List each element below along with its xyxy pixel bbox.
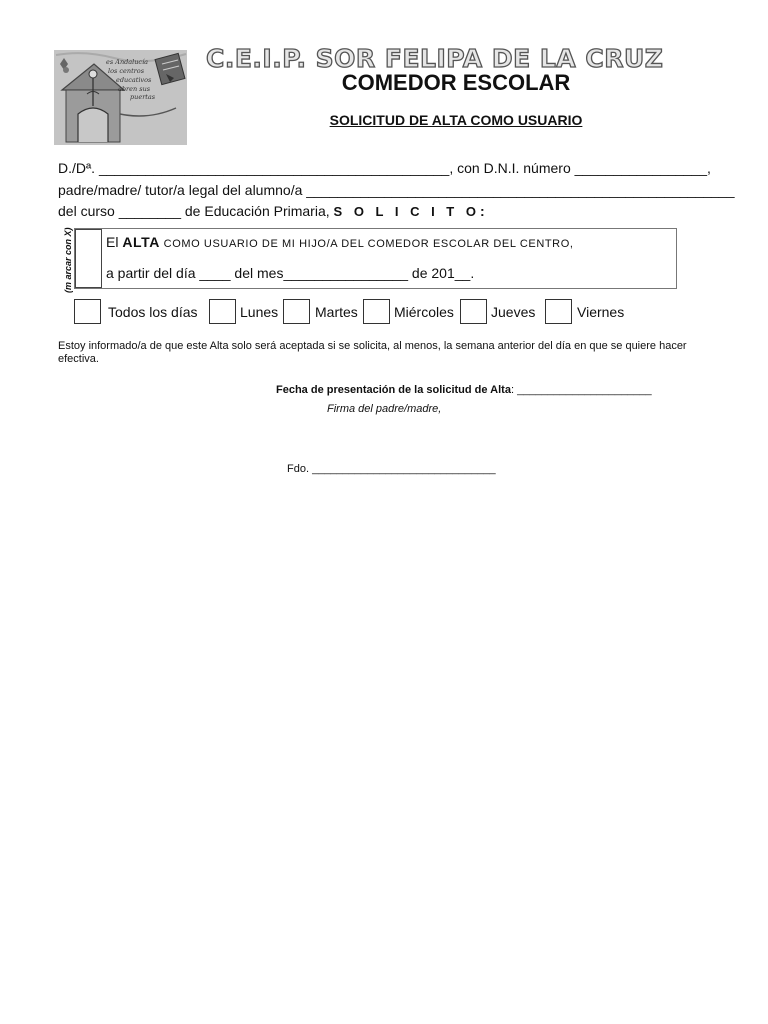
- student-line: [58, 182, 735, 198]
- submission-date-field[interactable]: ______________________: [517, 384, 652, 396]
- period: .: [470, 265, 475, 281]
- el-text: El: [106, 234, 123, 250]
- label-jueves: Jueves: [491, 304, 536, 320]
- dni-label: , con D.N.I. número: [449, 160, 575, 176]
- label-lunes: Lunes: [240, 304, 279, 320]
- svg-text:es Andalucía: es Andalucía: [106, 58, 149, 66]
- svg-text:educativos: educativos: [116, 76, 152, 84]
- comma: ,: [707, 160, 711, 176]
- submission-date-label: Fecha de presentación de la solicitud de Alta: [276, 384, 511, 396]
- dni-field[interactable]: _________________: [574, 160, 708, 176]
- school-house-logo-icon: [54, 50, 187, 145]
- start-day-field[interactable]: ____: [199, 265, 231, 281]
- svg-text:puertas: puertas: [130, 93, 156, 101]
- signer-name-field[interactable]: ______________________________: [312, 463, 496, 475]
- checkbox-lunes[interactable]: [209, 299, 236, 324]
- svg-text:abren sus: abren sus: [118, 85, 151, 93]
- svg-text:los centros: los centros: [108, 67, 145, 75]
- start-month-label: del mes: [230, 265, 284, 281]
- applicant-line: [58, 160, 711, 176]
- alta-statement: [106, 234, 574, 250]
- student-name-field[interactable]: _______________________________________________________: [306, 182, 735, 198]
- colon: :: [510, 384, 518, 396]
- checkbox-viernes[interactable]: [545, 299, 572, 324]
- alta-keyword: ALTA: [122, 234, 160, 250]
- course-label: del curso: [58, 203, 119, 219]
- checkbox-todos[interactable]: [74, 299, 101, 324]
- alta-description: COMO USUARIO DE MI HIJO/A DEL COMEDOR ESCOLAR DEL CENTRO,: [160, 238, 574, 250]
- start-day-label: a partir del día: [106, 265, 200, 281]
- student-label: padre/madre/ tutor/a legal del alumno/a: [58, 182, 307, 198]
- school-name: C.E.I.P. SOR FELIPA DE LA CRUZ: [206, 44, 664, 73]
- checkbox-martes[interactable]: [283, 299, 310, 324]
- signed-line: [287, 463, 496, 475]
- start-year-field[interactable]: __: [454, 265, 471, 281]
- course-suffix: de Educación Primaria,: [181, 203, 334, 219]
- page-title: COMEDOR ESCOLAR: [341, 70, 571, 95]
- label-martes: Martes: [315, 304, 358, 320]
- label-todos: Todos los días: [108, 304, 198, 320]
- start-date-line: [106, 265, 474, 281]
- form-subtitle: SOLICITUD DE ALTA COMO USUARIO: [329, 112, 583, 128]
- applicant-label: D./Dª.: [58, 160, 99, 176]
- info-paragraph: Estoy informado/a de que este Alta solo será aceptada si se solicita, al menos, la semana anterior del día en que se quiere hacer efectiva.: [58, 340, 687, 365]
- parent-signature-label: Firma del padre/madre,: [327, 403, 442, 415]
- start-month-field[interactable]: ________________: [283, 265, 409, 281]
- start-year-label: de 201: [408, 265, 455, 281]
- alta-checkbox[interactable]: [75, 229, 102, 288]
- submission-date-line: [276, 384, 652, 396]
- label-viernes: Viernes: [577, 304, 625, 320]
- label-miercoles: Miércoles: [394, 304, 454, 320]
- solicito-heading: S O L I C I T O: [333, 204, 480, 219]
- applicant-name-field[interactable]: _____________________________________________: [98, 160, 450, 176]
- school-logo: [54, 50, 187, 145]
- checkbox-miercoles[interactable]: [363, 299, 390, 324]
- fdo-label: Fdo.: [287, 463, 313, 475]
- course-line: [58, 203, 485, 219]
- solicito-colon: :: [479, 203, 485, 219]
- course-field[interactable]: ________: [118, 203, 181, 219]
- checkbox-jueves[interactable]: [460, 299, 487, 324]
- mark-with-x-note: (m arcar con X): [63, 227, 73, 293]
